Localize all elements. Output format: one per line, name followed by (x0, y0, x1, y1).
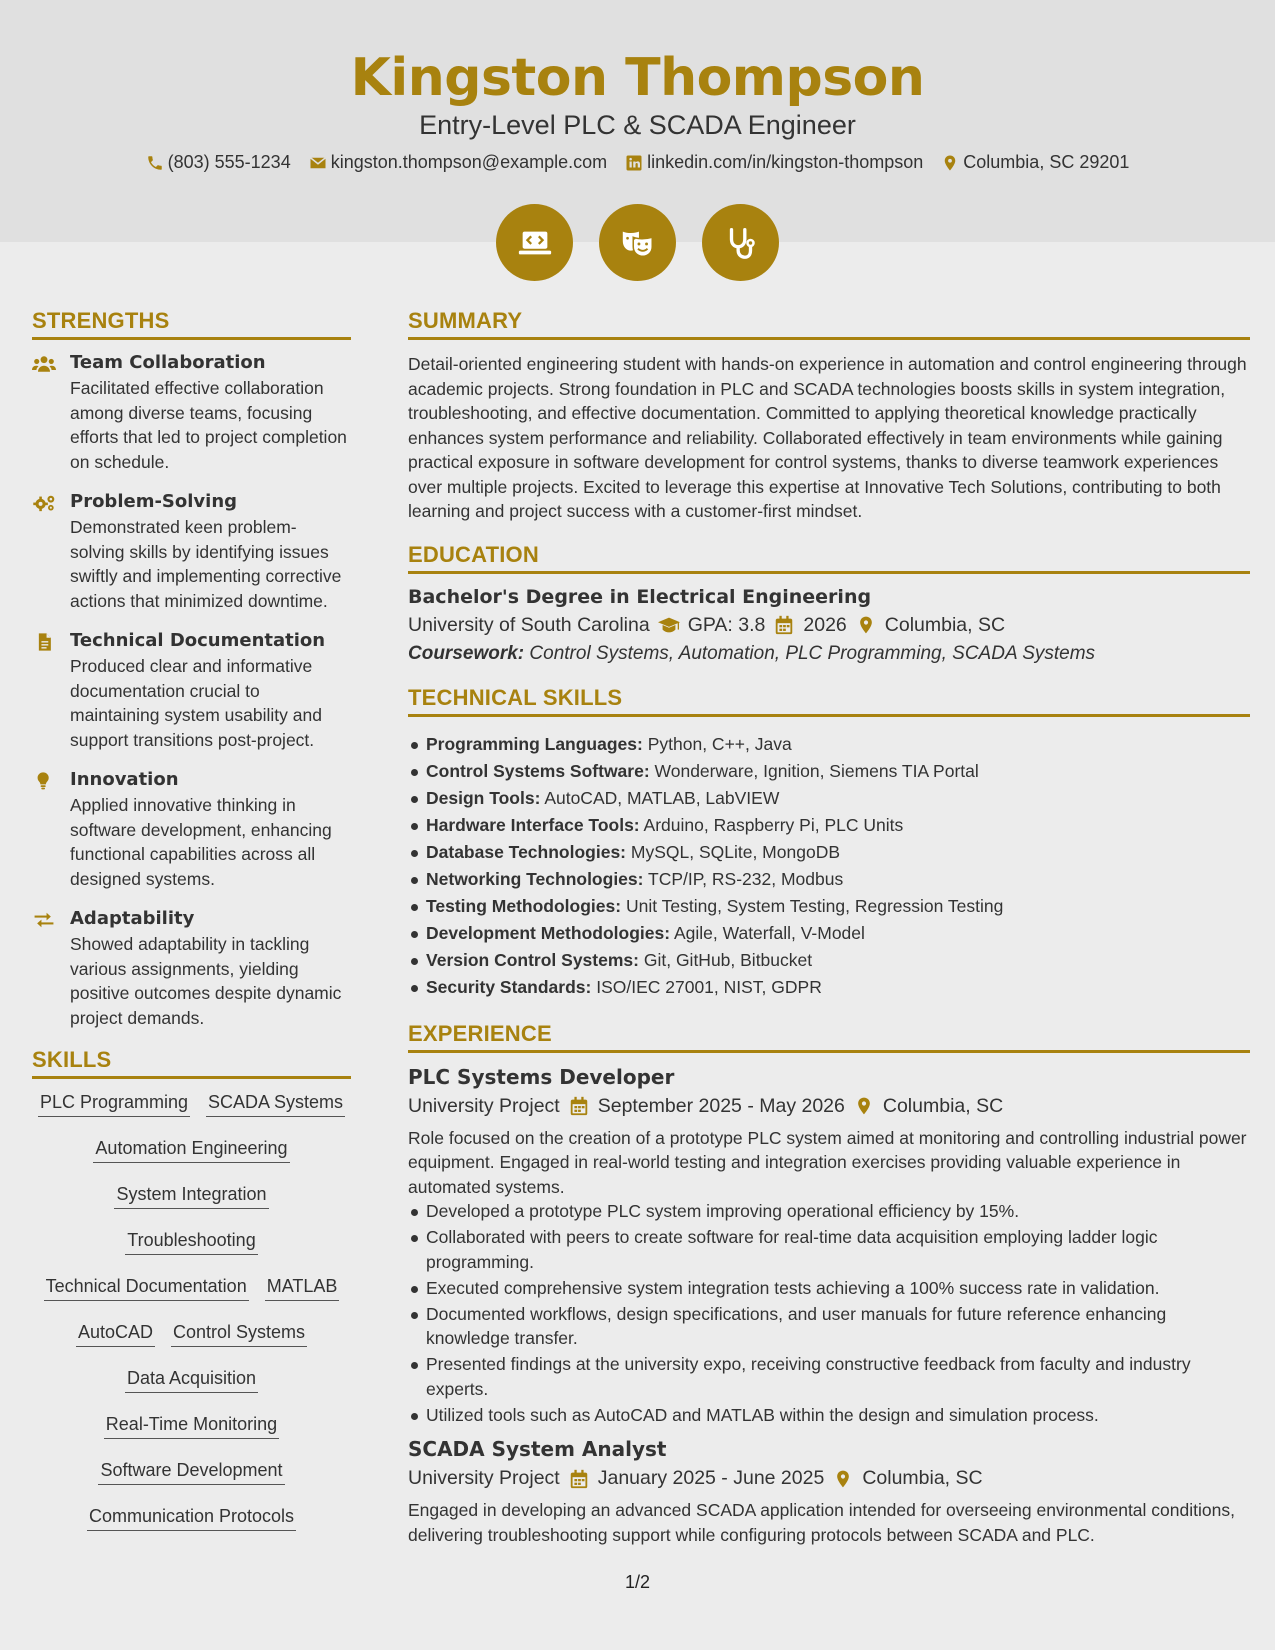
skill-tag: Troubleshooting (125, 1229, 257, 1255)
job-title: SCADA System Analyst (408, 1437, 667, 1461)
list-item (408, 974, 1250, 1001)
gears-icon (32, 493, 56, 513)
job-meta (408, 1095, 1250, 1118)
strength-item (32, 630, 351, 752)
map-marker-icon (853, 1096, 875, 1116)
strength-title: Adaptability (70, 908, 195, 929)
job-description: Engaged in developing an advanced SCADA application intended for overseeing environmental conditions, delivering troubleshooting support while configuring protocols between SCADA and PLC. (408, 1500, 1235, 1545)
skill-tag: Automation Engineering (93, 1137, 289, 1163)
job-dates: January 2025 - June 2025 (597, 1467, 825, 1489)
theater-masks-icon (619, 224, 657, 262)
tskill-value: Python, C++, Java (647, 733, 792, 754)
candidate-name: Kingston Thompson (350, 48, 925, 108)
job-title: PLC Systems Developer (408, 1064, 675, 1089)
list-item (408, 785, 1250, 812)
list-item: Developed a prototype PLC system improving operational efficiency by 15%. (408, 1199, 1250, 1224)
job-org: University Project (408, 1094, 560, 1117)
list-item: Utilized tools such as AutoCAD and MATLAB within the design and simulation process. (408, 1403, 1250, 1428)
strength-title: Problem-Solving (70, 491, 238, 512)
exchange-icon (32, 910, 56, 930)
job-description: Role focused on the creation of a prototype PLC system aimed at monitoring and controlling industrial power equipment. Engaged in real-world testing and integration exercises providing valuable experience in automated systems. (408, 1127, 1247, 1197)
tskill-value: ISO/IEC 27001, NIST, GDPR (596, 976, 822, 997)
contact-location (941, 152, 1129, 173)
skills-list (32, 1091, 351, 1531)
list-item (408, 839, 1250, 866)
skill-tag: Software Development (98, 1459, 284, 1485)
tskill-value: MySQL, SQLite, MongoDB (630, 841, 841, 862)
tskill-label: Programming Languages: (426, 733, 643, 754)
skill-tag: AutoCAD (76, 1321, 155, 1347)
skill-tag: MATLAB (265, 1275, 340, 1301)
list-item: Executed comprehensive system integration tests achieving a 100% success rate in validation. (408, 1276, 1250, 1301)
tskill-label: Hardware Interface Tools: (426, 814, 640, 835)
education-school: University of South Carolina (408, 613, 650, 636)
map-marker-icon (832, 1469, 854, 1489)
technical-skills-list (408, 731, 1250, 1001)
calendar-icon (568, 1096, 590, 1116)
envelope-icon (309, 154, 327, 172)
coursework-text: Control Systems, Automation, PLC Programming, SCADA Systems (529, 642, 1096, 664)
skill-tag: Data Acquisition (125, 1367, 258, 1393)
tskill-value: Wonderware, Ignition, Siemens TIA Portal (654, 760, 979, 781)
job-location: Columbia, SC (882, 1094, 1004, 1117)
strength-text: Applied innovative thinking in software development, enhancing functional capabilities across all designed systems. (70, 795, 332, 889)
job-dates: September 2025 - May 2026 (597, 1094, 845, 1117)
list-item: Collaborated with peers to create software for real-time data acquisition employing ladder logic programming. (408, 1225, 1250, 1274)
tskill-label: Design Tools: (426, 787, 541, 808)
education-heading: EDUCATION (408, 542, 1250, 574)
strength-item (32, 908, 351, 1030)
tskill-label: Database Technologies: (426, 841, 627, 862)
skill-tag: System Integration (114, 1183, 268, 1209)
list-item: Presented findings at the university expo, receiving constructive feedback from faculty and industry experts. (408, 1352, 1250, 1401)
tskill-value: TCP/IP, RS-232, Modbus (648, 868, 844, 889)
laptop-code-icon (516, 224, 554, 262)
linkedin-icon (625, 154, 643, 172)
technical-skills-heading: TECHNICAL SKILLS (408, 685, 1250, 717)
job-entry (408, 1065, 1250, 1428)
hobby-medicine (702, 204, 779, 281)
map-marker-icon (941, 154, 959, 172)
skill-tag: Real-Time Monitoring (104, 1413, 279, 1439)
hobby-theater (599, 204, 676, 281)
experience-heading: EXPERIENCE (408, 1021, 1250, 1053)
list-item (408, 893, 1250, 920)
coursework-label: Coursework: (408, 642, 525, 664)
strength-item (32, 352, 351, 474)
skill-tag: Technical Documentation (44, 1275, 249, 1301)
graduation-cap-icon (658, 615, 680, 635)
tskill-label: Security Standards: (426, 976, 592, 997)
strengths-heading: STRENGTHS (32, 308, 351, 340)
education-year: 2026 (803, 613, 847, 636)
tskill-label: Version Control Systems: (426, 949, 639, 970)
strength-item (32, 769, 351, 891)
strength-text: Showed adaptability in tackling various assignments, yielding positive outcomes despite dynamic project demands. (70, 934, 342, 1028)
tskill-label: Control Systems Software: (426, 760, 650, 781)
strength-item (32, 491, 351, 613)
job-entry (408, 1437, 1250, 1547)
contact-email[interactable] (309, 152, 607, 173)
job-location: Columbia, SC (862, 1467, 983, 1489)
strength-text: Produced clear and informative documentation crucial to maintaining system usability and support transitions post-project. (70, 656, 322, 750)
phone-icon (146, 154, 164, 172)
calendar-icon (568, 1469, 590, 1489)
education-coursework (408, 643, 1250, 665)
skill-tag: Control Systems (171, 1321, 307, 1347)
location-text: Columbia, SC 29201 (963, 152, 1130, 172)
hobby-icons (0, 204, 1275, 281)
tskill-value: Agile, Waterfall, V-Model (673, 922, 865, 943)
education-location: Columbia, SC (884, 613, 1006, 636)
tskill-value: AutoCAD, MATLAB, LabVIEW (544, 787, 780, 808)
candidate-title: Entry-Level PLC & SCADA Engineer (419, 110, 856, 140)
strength-title: Team Collaboration (70, 352, 266, 373)
strength-title: Innovation (70, 769, 179, 790)
phone-text: (803) 555-1234 (167, 152, 291, 172)
list-item (408, 758, 1250, 785)
list-item (408, 812, 1250, 839)
list-item (408, 947, 1250, 974)
tskill-value: Arduino, Raspberry Pi, PLC Units (643, 814, 904, 835)
tskill-label: Networking Technologies: (426, 868, 644, 889)
tskill-value: Git, GitHub, Bitbucket (643, 949, 813, 970)
map-marker-icon (855, 615, 877, 635)
list-item: Documented workflows, design specifications, and user manuals for future reference enhancing knowledge transfer. (408, 1302, 1250, 1351)
lightbulb-icon (32, 771, 56, 791)
strength-text: Facilitated effective collaboration among diverse teams, focusing efforts that led to project completion on schedule. (70, 378, 347, 472)
skill-tag: PLC Programming (38, 1091, 190, 1117)
email-text: kingston.thompson@example.com (330, 152, 608, 172)
strength-title: Technical Documentation (70, 630, 326, 651)
page-number: 1/2 (624, 1572, 651, 1592)
stethoscope-icon (722, 224, 760, 262)
contact-bar (0, 152, 1275, 173)
job-meta (408, 1467, 1250, 1490)
education-degree: Bachelor's Degree in Electrical Engineering (408, 585, 872, 608)
hobby-coding (496, 204, 573, 281)
skill-tag: SCADA Systems (206, 1091, 345, 1117)
list-item (408, 920, 1250, 947)
skill-tag: Communication Protocols (87, 1505, 296, 1531)
summary-heading: SUMMARY (408, 308, 1250, 340)
contact-phone[interactable] (146, 152, 291, 173)
contact-linkedin[interactable] (625, 152, 923, 173)
list-item (408, 731, 1250, 758)
linkedin-text: linkedin.com/in/kingston-thompson (647, 152, 924, 172)
right-column (408, 308, 1250, 1547)
strength-text: Demonstrated keen problem-solving skills by identifying issues swiftly and implementing corrective actions that minimized downtime. (70, 517, 342, 611)
tskill-label: Testing Methodologies: (426, 895, 622, 916)
tskill-value: Unit Testing, System Testing, Regression Testing (625, 895, 1004, 916)
users-icon (32, 354, 56, 374)
left-column (32, 308, 351, 1531)
calendar-icon (773, 615, 795, 635)
skills-heading: SKILLS (32, 1047, 351, 1079)
education-meta (408, 614, 1250, 637)
education-gpa: GPA: 3.8 (687, 613, 766, 636)
document-icon (32, 632, 56, 652)
job-bullets (408, 1199, 1250, 1427)
job-org: University Project (408, 1467, 560, 1489)
tskill-label: Development Methodologies: (426, 922, 671, 943)
list-item (408, 866, 1250, 893)
summary-text: Detail-oriented engineering student with hands-on experience in automation and control engineering through academic projects. Strong foundation in PLC and SCADA technologies boosts skills in system integration, troubleshooting, and effective documentation. Committed to applying theoretical knowledge practically enhances system performance and reliability. Collaborated effectively in team environments while gaining practical exposure in software development for control systems, thanks to diverse teamwork experiences over multiple projects. Excited to leverage this expertise at Innovative Tech Solutions, contributing to both learning and project success with a customer-first mindset. (408, 354, 1247, 521)
